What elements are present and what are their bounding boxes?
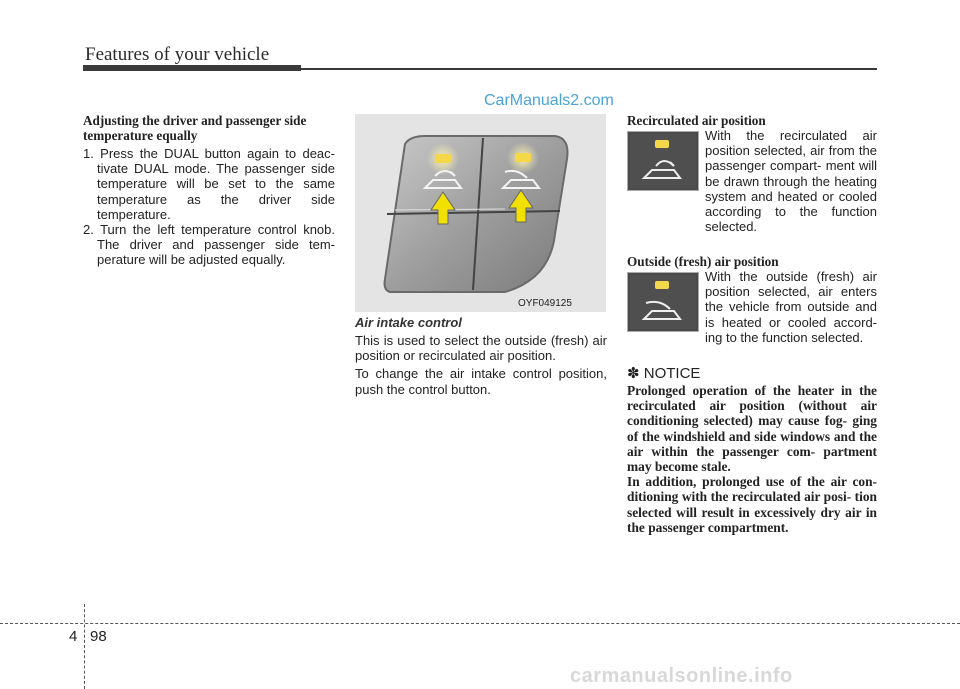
column-air-intake (355, 315, 607, 397)
notice-title: ✽ NOTICE (627, 365, 701, 382)
air-intake-paragraph-1: This is used to select the outside (fresh) air position or recirculated air position. (355, 333, 607, 364)
outside-air-button-thumb (627, 272, 699, 332)
page-header-title: Features of your vehicle (85, 44, 270, 65)
notice-paragraph-2: In addition, prolonged use of the air con- ditioning with the recirculated air posi- tion selected will result in excessively dry air in the passenger compartment. (627, 474, 877, 535)
footer-vertical-divider (84, 604, 85, 689)
column-dual-adjust (83, 113, 335, 268)
indicator-light-right (515, 153, 531, 162)
notice-paragraph-1: Prolonged operation of the heater in the recirculated air position (without air conditioning selected) may cause fog- ging of the windshield and side windows and the air within the passenger com- partment may become stale. (627, 383, 877, 475)
footer-divider (0, 623, 960, 624)
fresh-air-icon (628, 273, 698, 331)
recirculated-button-thumb (627, 131, 699, 191)
indicator-light-left (435, 154, 451, 163)
header-rule-thick (83, 65, 301, 71)
dual-step-2: 2. Turn the left temperature control knob. The driver and passenger side tem- perature will be adjusted equally. (83, 222, 335, 268)
watermark-top[interactable]: CarManuals2.com (484, 92, 614, 109)
dual-step-1: 1. Press the DUAL button again to deac- tivate DUAL mode. The passenger side temperature will be set to the same temperature as the driver side temperature. (83, 146, 335, 222)
dual-adjust-heading: Adjusting the driver and passenger side temperature equally (83, 113, 307, 143)
watermark-bottom[interactable]: carmanualsonline.info (570, 665, 793, 687)
recirculated-text: With the recirculated air position selected, air from the passenger compart- ment will be drawn through the heating system and heated or cooled according to the function selected. (705, 128, 877, 235)
image-code: OYF049125 (518, 298, 572, 309)
notice-body (627, 383, 877, 535)
recirculation-icon (628, 132, 698, 190)
recirculated-heading: Recirculated air position (627, 113, 766, 128)
page-number: 98 (90, 628, 107, 645)
outside-air-heading: Outside (fresh) air position (627, 254, 779, 269)
air-intake-title: Air intake control (355, 315, 462, 330)
control-button-illustration (355, 114, 606, 312)
air-intake-control-photo (355, 114, 606, 312)
chapter-number: 4 (69, 628, 78, 645)
air-intake-paragraph-2: To change the air intake control position, push the control button. (355, 366, 607, 397)
header-rule-thin (301, 68, 877, 70)
outside-air-text: With the outside (fresh) air position selected, air enters the vehicle from outside and is heated or cooled accord- ing to the function selected. (705, 269, 877, 345)
